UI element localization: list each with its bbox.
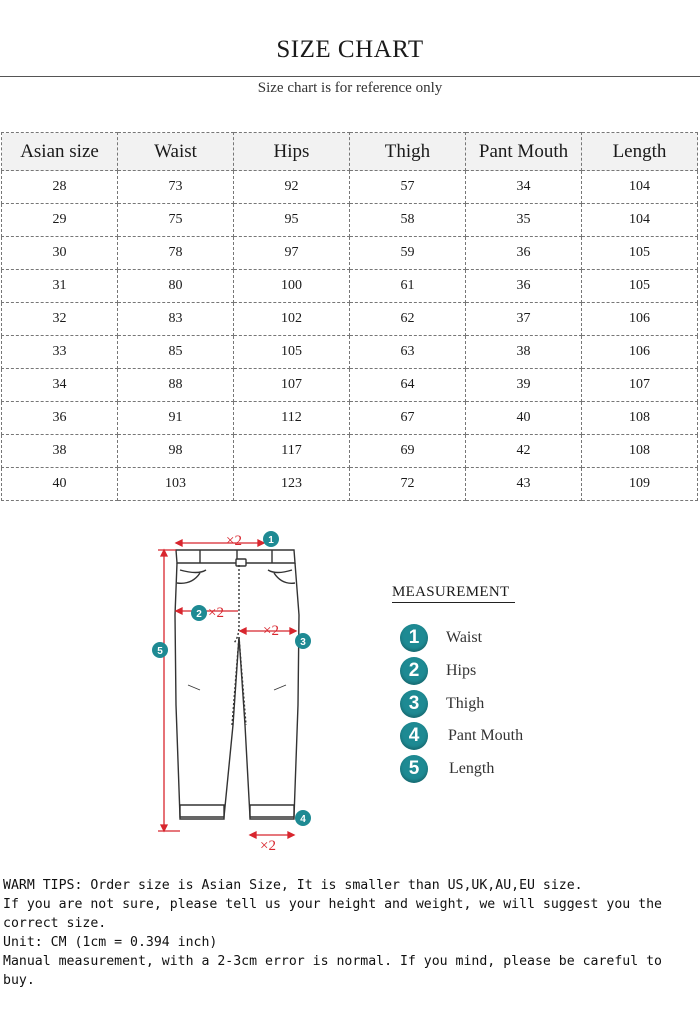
table-cell: 104 xyxy=(582,171,698,204)
table-cell: 31 xyxy=(2,270,118,303)
table-cell: 105 xyxy=(582,237,698,270)
marker-thigh-label: 3 xyxy=(300,637,306,648)
table-header-row xyxy=(2,133,698,171)
legend-number-icon: 1 xyxy=(400,624,428,652)
table-cell: 91 xyxy=(118,402,234,435)
page-subtitle: Size chart is for reference only xyxy=(257,80,443,96)
table-cell: 33 xyxy=(2,336,118,369)
table-cell: 123 xyxy=(234,468,350,501)
table-cell: 57 xyxy=(350,171,466,204)
table-cell: 103 xyxy=(118,468,234,501)
table-cell: 64 xyxy=(350,369,466,402)
legend-title: MEASUREMENT xyxy=(392,584,515,603)
table-row xyxy=(2,402,698,435)
marker-waist xyxy=(263,531,279,547)
table-cell: 108 xyxy=(582,435,698,468)
table-cell: 75 xyxy=(118,204,234,237)
table-row xyxy=(2,468,698,501)
pants-outline xyxy=(175,550,299,819)
table-cell: 106 xyxy=(582,336,698,369)
table-cell: 106 xyxy=(582,303,698,336)
table-cell: 36 xyxy=(2,402,118,435)
marker-waist-label: 1 xyxy=(268,535,274,546)
table-cell: 32 xyxy=(2,303,118,336)
table-cell: 72 xyxy=(350,468,466,501)
table-row xyxy=(2,204,698,237)
table-cell: 97 xyxy=(234,237,350,270)
legend-item-waist xyxy=(400,624,482,652)
table-cell: 109 xyxy=(582,468,698,501)
pants-diagram xyxy=(140,525,340,860)
tip-line: Unit: CM (1cm = 0.394 inch) xyxy=(3,935,218,950)
column-header: Hips xyxy=(234,133,350,171)
table-cell: 35 xyxy=(466,204,582,237)
legend-item-hips xyxy=(400,657,476,685)
table-row xyxy=(2,171,698,204)
thigh-multiplier: ×2 xyxy=(263,623,279,639)
table-cell: 85 xyxy=(118,336,234,369)
table-row xyxy=(2,336,698,369)
table-cell: 61 xyxy=(350,270,466,303)
legend-number-icon: 2 xyxy=(400,657,428,685)
table-cell: 30 xyxy=(2,237,118,270)
table-cell: 107 xyxy=(582,369,698,402)
table-row xyxy=(2,369,698,402)
table-cell: 28 xyxy=(2,171,118,204)
table-cell: 92 xyxy=(234,171,350,204)
legend-label: Waist xyxy=(446,629,483,646)
pant-mouth-multiplier: ×2 xyxy=(260,838,276,854)
title-divider xyxy=(0,76,700,77)
table-cell: 62 xyxy=(350,303,466,336)
table-cell: 36 xyxy=(466,270,582,303)
table-cell: 40 xyxy=(466,402,582,435)
marker-thigh xyxy=(295,633,311,649)
hips-multiplier: ×2 xyxy=(208,605,224,621)
table-cell: 38 xyxy=(466,336,582,369)
table-cell: 73 xyxy=(118,171,234,204)
table-cell: 34 xyxy=(466,171,582,204)
table-cell: 43 xyxy=(466,468,582,501)
table-cell: 63 xyxy=(350,336,466,369)
table-row xyxy=(2,237,698,270)
marker-length-label: 5 xyxy=(157,646,163,657)
table-row xyxy=(2,435,698,468)
table-cell: 29 xyxy=(2,204,118,237)
legend-label: Pant Mouth xyxy=(448,727,524,744)
legend-number-icon: 3 xyxy=(400,690,428,718)
table-cell: 102 xyxy=(234,303,350,336)
table-cell: 58 xyxy=(350,204,466,237)
table-cell: 105 xyxy=(234,336,350,369)
table-cell: 67 xyxy=(350,402,466,435)
legend-number-icon: 4 xyxy=(400,722,428,750)
legend-item-length xyxy=(400,755,494,783)
legend-label: Thigh xyxy=(446,695,485,712)
legend-number-icon: 5 xyxy=(400,755,428,783)
table-cell: 69 xyxy=(350,435,466,468)
table-cell: 36 xyxy=(466,237,582,270)
table-cell: 108 xyxy=(582,402,698,435)
table-cell: 95 xyxy=(234,204,350,237)
table-cell: 40 xyxy=(2,468,118,501)
table-cell: 34 xyxy=(2,369,118,402)
table-cell: 100 xyxy=(234,270,350,303)
table-row xyxy=(2,270,698,303)
table-cell: 105 xyxy=(582,270,698,303)
column-header: Waist xyxy=(118,133,234,171)
table-row xyxy=(2,303,698,336)
waist-multiplier: ×2 xyxy=(226,533,242,549)
table-cell: 59 xyxy=(350,237,466,270)
size-table xyxy=(1,132,698,501)
table-cell: 38 xyxy=(2,435,118,468)
marker-pant-mouth xyxy=(295,810,311,826)
table-cell: 117 xyxy=(234,435,350,468)
table-cell: 42 xyxy=(466,435,582,468)
marker-hips xyxy=(191,605,207,621)
table-cell: 83 xyxy=(118,303,234,336)
table-cell: 98 xyxy=(118,435,234,468)
column-header: Asian size xyxy=(2,133,118,171)
column-header: Length xyxy=(582,133,698,171)
legend-item-thigh xyxy=(400,690,484,718)
tip-line: Manual measurement, with a 2-3cm error is normal. If you mind, please be careful to buy. xyxy=(3,954,662,988)
warm-tips xyxy=(3,876,693,990)
page-title: SIZE CHART xyxy=(276,36,424,63)
table-cell: 112 xyxy=(234,402,350,435)
table-cell: 39 xyxy=(466,369,582,402)
table-cell: 88 xyxy=(118,369,234,402)
column-header: Thigh xyxy=(350,133,466,171)
table-cell: 78 xyxy=(118,237,234,270)
table-cell: 37 xyxy=(466,303,582,336)
tip-line: WARM TIPS: Order size is Asian Size, It is smaller than US,UK,AU,EU size. xyxy=(3,878,583,893)
legend-label: Length xyxy=(449,760,495,777)
legend-label: Hips xyxy=(446,662,477,679)
table-body xyxy=(2,171,698,501)
marker-pant-mouth-label: 4 xyxy=(300,814,306,825)
marker-hips-label: 2 xyxy=(196,609,202,620)
table-cell: 104 xyxy=(582,204,698,237)
legend-item-pant-mouth xyxy=(400,722,523,750)
table-cell: 107 xyxy=(234,369,350,402)
table-cell: 80 xyxy=(118,270,234,303)
column-header: Pant Mouth xyxy=(466,133,582,171)
tip-line: If you are not sure, please tell us your height and weight, we will suggest you the correct size. xyxy=(3,897,662,931)
marker-length xyxy=(152,642,168,658)
